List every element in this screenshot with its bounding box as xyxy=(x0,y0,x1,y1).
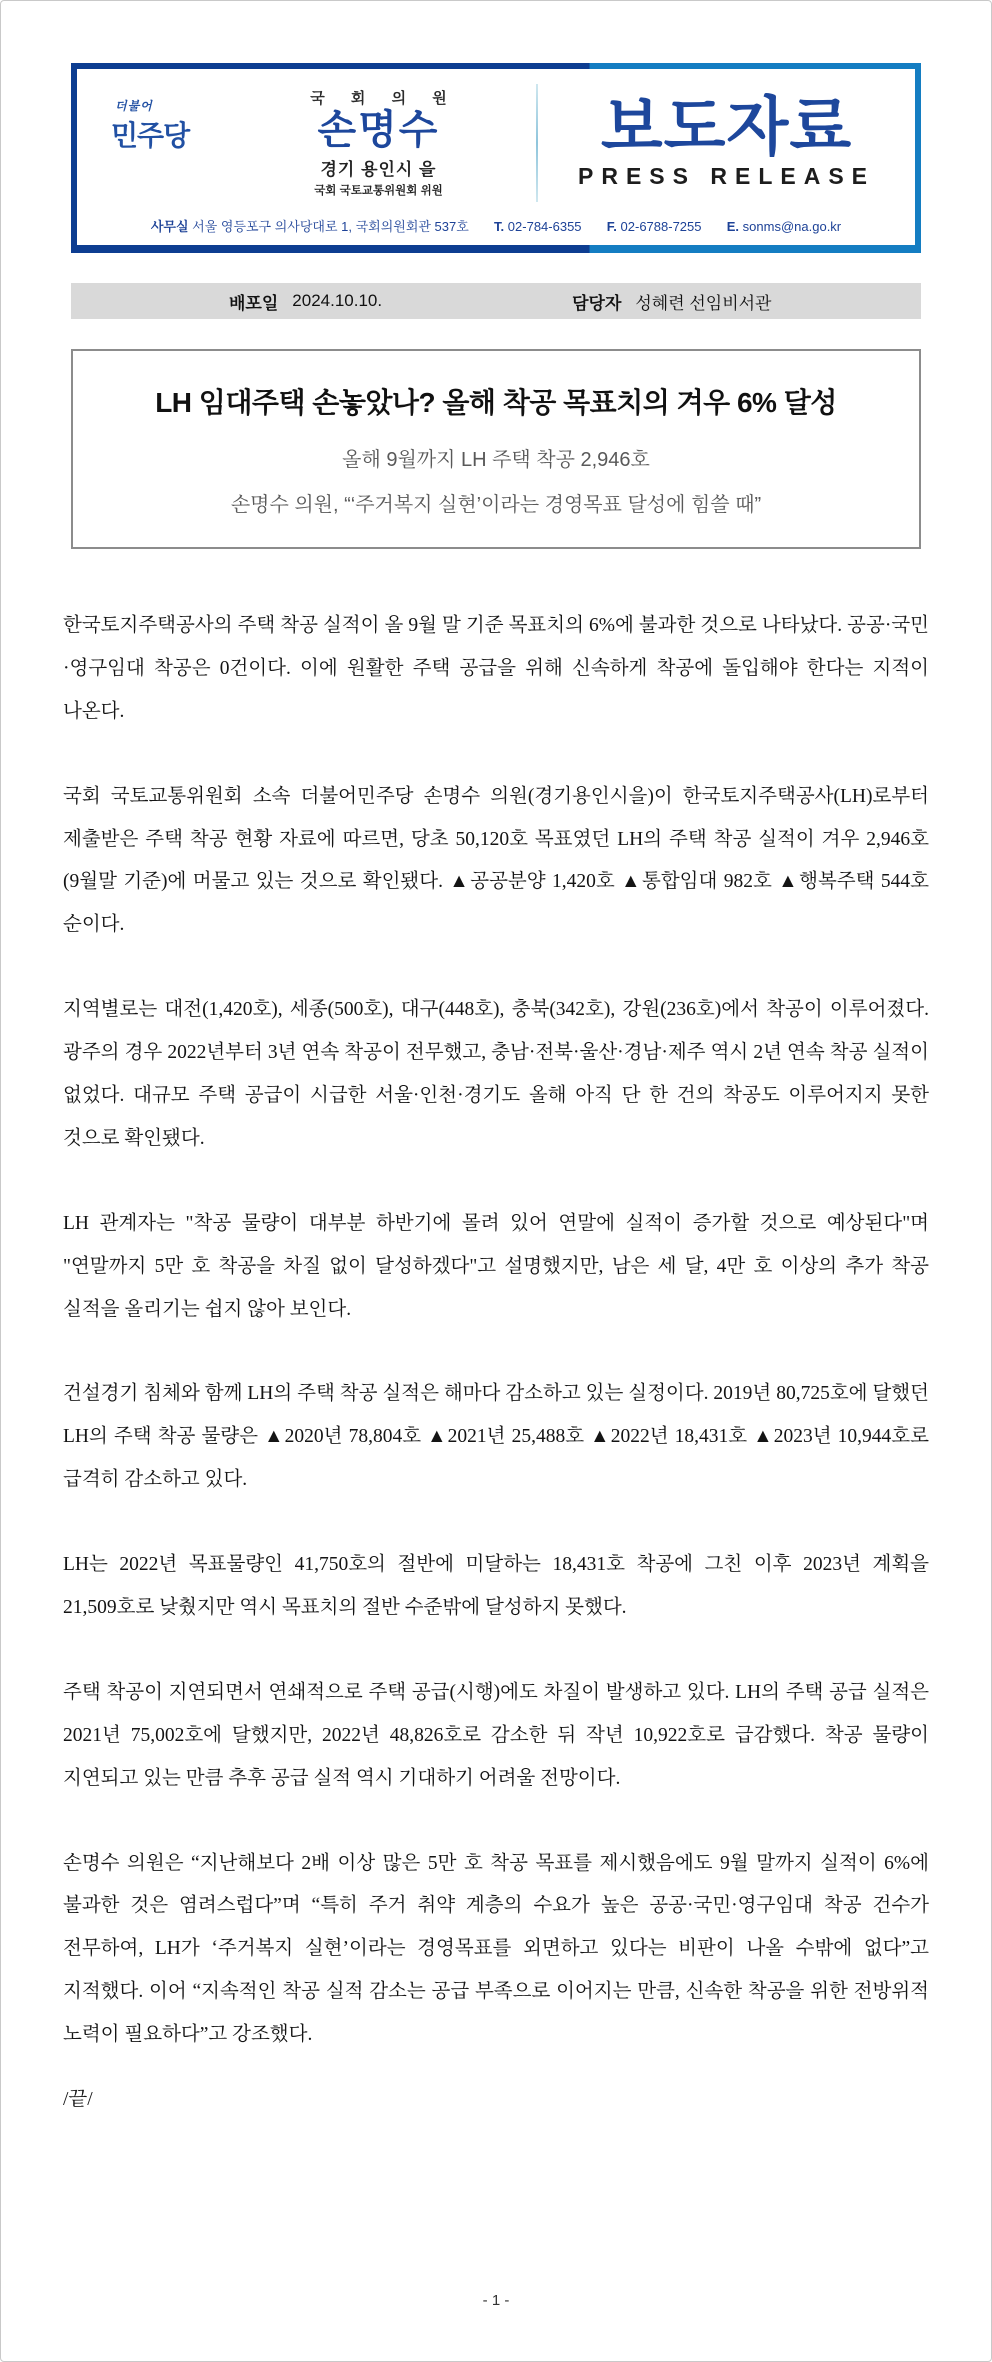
header-vertical-divider xyxy=(536,84,538,202)
body-paragraph: 지역별로는 대전(1,420호), 세종(500호), 대구(448호), 충북(342호), 강원(236호)에서 착공이 이루어졌다. 광주의 경우 2022년부터 3년 연속 착공이 전무했고, 충남·전북·울산·경남·제주 역시 2년 연속 착공 실적이 없었다. 대규모 주택 공급이 시급한 서울·인천·경기도 올해 아직 단 한 건의 착공도 이루어지지 못한 것으로 확인됐다. xyxy=(63,999,929,1149)
body-paragraph: LH 관계자는 "착공 물량이 대부분 하반기에 몰려 있어 연말에 실적이 증가할 것으로 예상된다"며 "연말까지 5만 호 착공을 차질 없이 달성하겠다"고 설명했지만, 남은 세 달, 4만 호 이상의 추가 착공 실적을 올리기는 쉽지 않아 보인다. xyxy=(63,1212,929,1320)
member-name: 손명수 xyxy=(317,108,440,152)
body-paragraph: 주택 착공이 지연되면서 연쇄적으로 주택 공급(시행)에도 차질이 발생하고 있다. LH의 주택 공급 실적은 2021년 75,002호에 달했지만, 2022년 48,826호로 감소한 뒤 작년 10,922호로 급감했다. 착공 물량이 지연되고 있는 만큼 추후 공급 실적 역시 기대하기 어려울 전망이다. xyxy=(63,1681,929,1789)
body-paragraph: 건설경기 침체와 함께 LH의 주택 착공 실적은 해마다 감소하고 있는 실정이다. 2019년 80,725호에 달했던 LH의 주택 착공 물량은 ▲2020년 78,804호 ▲2021년 25,488호 ▲2022년 18,431호 ▲2023년 10,944호로 급격히 감소하고 있다. xyxy=(63,1383,929,1491)
page-number: - 1 - xyxy=(482,2292,510,2309)
contact-line xyxy=(77,210,915,247)
member-role: 국 회 의 원 xyxy=(310,90,458,107)
member-identity xyxy=(261,87,496,198)
headline-box xyxy=(71,349,921,549)
meta-bar xyxy=(71,283,921,319)
contact-office: 서울 영등포구 의사당대로 1, 국회의원회관 537호 xyxy=(192,219,469,234)
contact-fax: 02-6788-7255 xyxy=(620,219,702,234)
contact-tel-label: T. xyxy=(494,219,505,234)
party-logo-main-text: 민주당 xyxy=(111,120,190,151)
release-subtitle: PRESS RELEASE xyxy=(578,163,875,189)
manager-value: 성혜련 선임비서관 xyxy=(635,293,772,313)
release-date-label: 배포일 xyxy=(229,293,279,313)
release-title: 보도자료 xyxy=(600,91,853,163)
contact-tel: 02-784-6355 xyxy=(507,219,582,234)
letterhead-border-right xyxy=(915,63,921,253)
manager-group xyxy=(572,289,771,314)
release-date-group xyxy=(229,289,382,314)
party-logo-top-text: 더불어 xyxy=(115,99,153,113)
party-logo xyxy=(111,97,261,154)
headline-title: LH 임대주택 손놓았나? 올해 착공 목표치의 겨우 6% 달성 xyxy=(155,387,837,418)
body-paragraph: LH는 2022년 목표물량인 41,750호의 절반에 미달하는 18,431호 착공에 그친 이후 2023년 계획을 21,509호로 낮췄지만 역시 목표치의 절반 수준밖에 달성하지 못했다. xyxy=(63,1554,929,1619)
body-paragraph: 국회 국토교통위원회 소속 더불어민주당 손명수 의원(경기용인시을)이 한국토지주택공사(LH)로부터 제출받은 주택 착공 현황 자료에 따르면, 당초 50,120호 목표였던 LH의 주택 착공 실적이 겨우 2,946호(9월말 기준)에 머물고 있는 것으로 확인됐다. ▲공공분양 1,420호 ▲통합임대 982호 ▲행복주택 544호 순이다. xyxy=(63,785,929,936)
contact-email-label: E. xyxy=(726,219,740,234)
article-body xyxy=(63,605,929,2122)
letterhead xyxy=(71,63,921,253)
headline-subtitle-2: 손명수 의원, “‘주거복지 실현’이라는 경영목표 달성에 힘쓸 때” xyxy=(230,494,762,516)
member-committee: 국회 국토교통위원회 위원 xyxy=(314,185,443,197)
manager-label: 담당자 xyxy=(572,293,622,313)
contact-fax-label: F. xyxy=(606,219,617,234)
release-date-value: 2024.10.10. xyxy=(292,291,383,310)
release-banner xyxy=(572,91,881,190)
headline-subtitle-1: 올해 9월까지 LH 주택 착공 2,946호 xyxy=(342,449,650,471)
body-paragraph: 한국토지주택공사의 주택 착공 실적이 올 9월 말 기준 목표치의 6%에 불과한 것으로 나타났다. 공공·국민·영구임대 착공은 0건이다. 이에 원활한 주택 공급을 위해 신속하게 착공에 돌입해야 한다는 지적이 나온다. xyxy=(63,615,929,722)
contact-office-label: 사무실 xyxy=(150,219,189,234)
body-paragraph: 손명수 의원은 “지난해보다 2배 이상 많은 5만 호 착공 목표를 제시했음에도 9월 말까지 실적이 6%에 불과한 것은 염려스럽다”며 “특히 주거 취약 계층의 수요가 높은 공공·국민·영구임대 착공 건수가 전무하여, LH가 ‘주거복지 실현’이라는 경영목표를 외면하고 있다는 비판이 나올 수밖에 없다”고 지적했다. 이어 “지속적인 착공 실적 감소는 공급 부족으로 이어지는 만큼, 신속한 착공을 위한 전방위적 노력이 필요하다”고 강조했다. xyxy=(63,1852,929,2046)
member-district: 경기 용인시 을 xyxy=(320,160,437,179)
contact-email: sonms@na.go.kr xyxy=(742,219,842,234)
body-paragraph: /끝/ xyxy=(63,2089,93,2111)
